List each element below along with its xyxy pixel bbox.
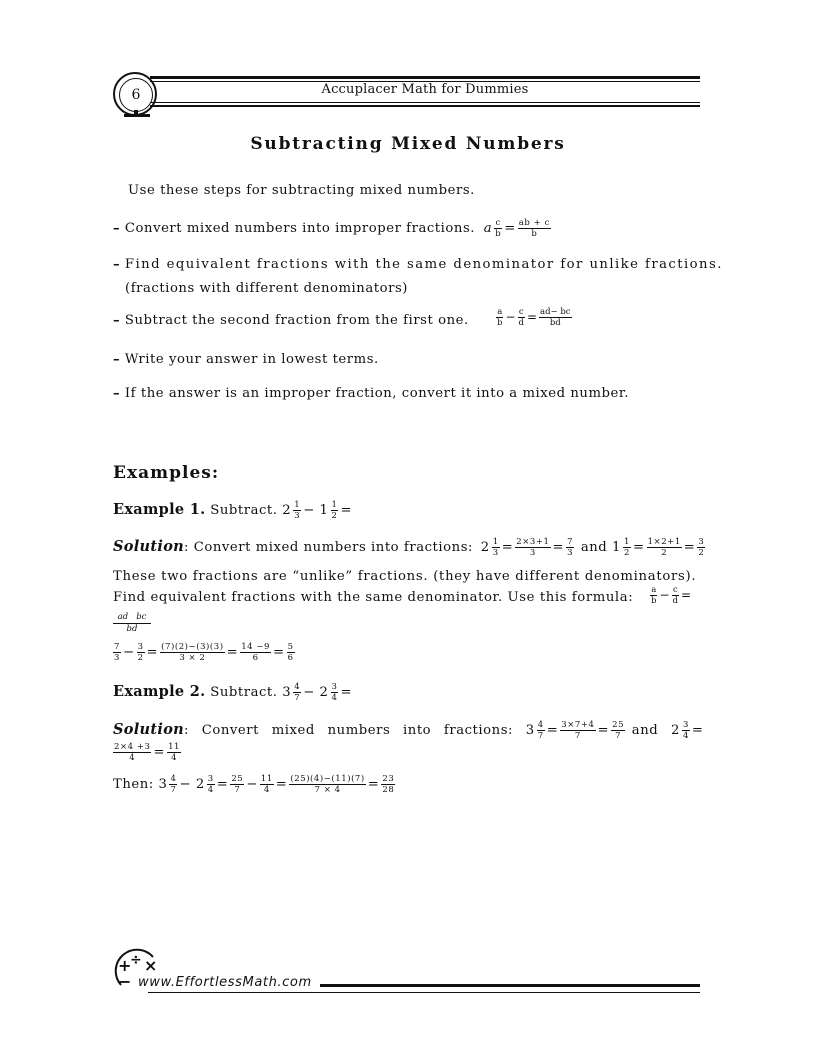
bullet: – (113, 221, 121, 236)
example-2: Example 2. Subtract. 3 $\frac{4}{7}$ − 2 $\frac{3}{4}$ = (113, 682, 353, 703)
example-1-label: Example 1. (113, 501, 206, 518)
footer-url: www.EffortlessMath.com (138, 975, 312, 990)
step-2-continuation: (fractions with different denominators) (125, 281, 408, 296)
page-number: 6 (119, 78, 153, 112)
svg-text:×: × (144, 956, 158, 975)
formula-mixed-to-improper: a $\frac{c}{b}$ = $\frac{ab + c}{b}$ (483, 218, 550, 239)
step-3: – Subtract the second fraction from the first one. (113, 313, 469, 328)
svg-text:÷: ÷ (130, 952, 142, 968)
examples-heading: Examples: (113, 463, 220, 483)
header-rule-top (150, 76, 700, 79)
example-2-solution: Solution: Convert mixed numbers into fractions: 3 $\frac{4}{7}$ = $\frac{3\times 7+4}{7}$ = $\frac{25}{7}$ and 2 $\frac{3}{4}$ = (113, 720, 704, 741)
page-title: Subtracting Mixed Numbers (250, 134, 566, 154)
header-rule-bottom (150, 102, 700, 103)
example-1-calculation: $\frac{7}{3}$ − $\frac{3}{2}$ = $\frac{(7)(2)-(3)(3)}{3 \times 2}$ = $\frac{14 -9}{6}$ = $\frac{5}{6}$ (114, 642, 294, 663)
example-2-problem: 3 $\frac{4}{7}$ − 2 $\frac{3}{4}$ = (282, 682, 353, 703)
svg-text:−: − (118, 972, 132, 991)
step-1 (113, 218, 553, 239)
step-5: – If the answer is an improper fraction, convert it into a mixed number. (113, 386, 629, 401)
book-title: Accuplacer Math for Dummies (321, 82, 529, 97)
step-4: – Write your answer in lowest terms. (113, 352, 379, 367)
footer-rule (320, 984, 700, 987)
example-1-solution: Solution: Convert mixed numbers into fractions: 2 $\frac{1}{3}$ = $\frac{2\times 3+1}{3}$ = $\frac{7}{3}$ and 1 $\frac{1}{2}$ = $\frac{1\times 2+1}{2}$ = $\frac{3}{2}$ (113, 537, 707, 558)
step-3-text: Subtract the second fraction from the first one. (124, 313, 469, 328)
step-4-text: Write your answer in lowest terms. (124, 352, 379, 367)
svg-text:+: + (118, 956, 132, 975)
example-1-conversion-1: 2 $\frac{1}{3}$ = $\frac{2\times 3+1}{3}$ = $\frac{7}{3}$ (480, 537, 574, 558)
footer-rule-thin (148, 992, 700, 993)
example-2-calculation: Then: 3 $\frac{4}{7}$ − 2 $\frac{3}{4}$ = $\frac{25}{7}$ − $\frac{11}{4}$ = $\frac{(25)(4)-(11)(7)}{7 \times 4}$ = $\frac{23}{28}$ (113, 774, 395, 795)
example-2-conversion-2-result: $\frac{2\times 4 +3}{4}$ = $\frac{11}{4}$ (114, 742, 181, 763)
example-1-formula: $\frac{a}{b}$ − $\frac{c}{d}$ = (651, 585, 692, 606)
example-2-label: Example 2. (113, 683, 206, 700)
example-1-formula-result: ad bc bd (113, 612, 151, 635)
step-2-text: Find equivalent fractions with the same denominator for unlike fractions. (124, 257, 723, 272)
solution-label: Solution (113, 538, 185, 555)
intro-text: Use these steps for subtracting mixed numbers. (128, 183, 475, 198)
example-1-line-2: These two fractions are “unlike” fractions. (they have different denominators). (113, 569, 697, 584)
example-1-line-3: Find equivalent fractions with the same denominator. Use this formula: (113, 590, 634, 605)
step-1-text: Convert mixed numbers into improper fractions. (124, 221, 476, 236)
example-1-problem: 2 $\frac{1}{3}$ − 1 $\frac{1}{2}$ = (282, 500, 353, 521)
example-2-conversion-1: 3 $\frac{4}{7}$ = $\frac{3\times 7+4}{7}$ = $\frac{25}{7}$ (525, 720, 625, 741)
example-2-conversion-2: 2 $\frac{3}{4}$ = (671, 720, 704, 741)
example-1-conversion-2: 1 $\frac{1}{2}$ = $\frac{1\times 2+1}{2}$ = $\frac{3}{2}$ (612, 537, 705, 558)
header-rule-bottom-thick (150, 105, 700, 107)
example-1: Example 1. Subtract. 2 $\frac{1}{3}$ − 1 $\frac{1}{2}$ = (113, 500, 353, 521)
step-2: – Find equivalent fractions with the same denominator for unlike fractions. (113, 257, 723, 272)
formula-subtract-fractions: $\frac{a}{b}$ − $\frac{c}{d}$ = $\frac{ad- bc}{bd}$ (497, 307, 571, 328)
globe-base-icon (124, 114, 150, 117)
step-5-text: If the answer is an improper fraction, convert it into a mixed number. (124, 386, 629, 401)
